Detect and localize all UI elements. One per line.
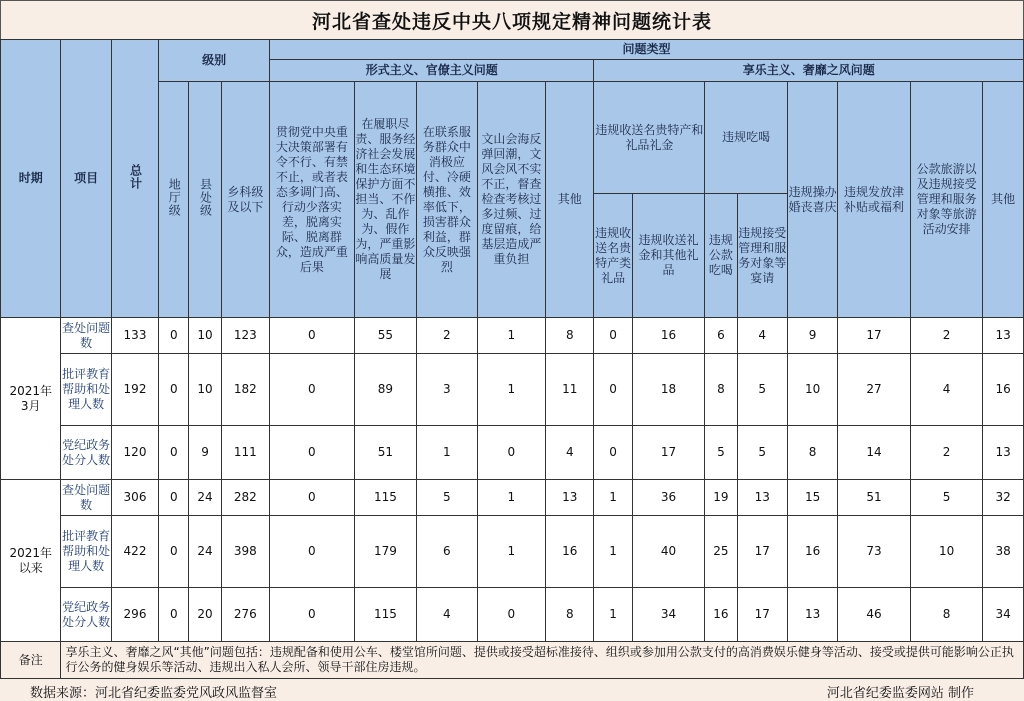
header-total-text: 总计 <box>128 163 143 190</box>
value-cell: 5 <box>910 480 983 516</box>
value-cell: 73 <box>838 516 911 588</box>
value-cell: 6 <box>705 318 737 354</box>
value-cell: 1 <box>477 516 546 588</box>
value-cell: 51 <box>838 480 911 516</box>
value-cell: 24 <box>189 516 221 588</box>
value-cell: 1 <box>477 354 546 426</box>
value-cell: 0 <box>270 426 355 480</box>
table-row <box>1 318 1024 354</box>
item-cell: 查处问题数 <box>61 318 111 354</box>
header-hedonism: 享乐主义、奢靡之风问题 <box>594 60 1024 82</box>
item-cell: 批评教育帮助和处理人数 <box>61 354 111 426</box>
value-cell: 2 <box>417 318 477 354</box>
value-cell: 296 <box>111 588 158 642</box>
value-cell: 422 <box>111 516 158 588</box>
value-cell: 0 <box>270 588 355 642</box>
header-formalism-meetings: 文山会海反弹回潮，文风会风不实不正，督查检查考核过多过频、过度留痕，给基层造成严重负担 <box>477 82 546 318</box>
header-eat-public: 违规公款吃喝 <box>705 194 737 318</box>
value-cell: 34 <box>632 588 705 642</box>
header-gift-specialty: 违规收送名贵特产类礼品 <box>594 194 632 318</box>
value-cell: 10 <box>910 516 983 588</box>
value-cell: 182 <box>221 354 269 426</box>
value-cell: 5 <box>737 426 787 480</box>
value-cell: 111 <box>221 426 269 480</box>
header-level: 级别 <box>159 40 270 82</box>
table-title: 河北省查处违反中央八项规定精神问题统计表 <box>0 0 1024 40</box>
value-cell: 9 <box>787 318 837 354</box>
note-row <box>1 642 1024 679</box>
value-cell: 40 <box>632 516 705 588</box>
value-cell: 5 <box>737 354 787 426</box>
item-cell: 党纪政务处分人数 <box>61 426 111 480</box>
value-cell: 17 <box>838 318 911 354</box>
value-cell: 10 <box>787 354 837 426</box>
value-cell: 4 <box>546 426 594 480</box>
value-cell: 34 <box>983 588 1024 642</box>
header-formalism: 形式主义、官僚主义问题 <box>270 60 594 82</box>
value-cell: 13 <box>983 318 1024 354</box>
header-formalism-duty: 在履职尽责、服务经济社会发展和生态环境保护方面不担当、不作为、乱作为、假作为，严重影响高质量发展 <box>354 82 416 318</box>
value-cell: 398 <box>221 516 269 588</box>
item-cell: 批评教育帮助和处理人数 <box>61 516 111 588</box>
value-cell: 14 <box>838 426 911 480</box>
value-cell: 120 <box>111 426 158 480</box>
value-cell: 133 <box>111 318 158 354</box>
header-level-county <box>189 82 221 318</box>
header-eat-banquet: 违规接受管理和服务对象等宴请 <box>737 194 787 318</box>
header-item: 项目 <box>61 40 111 318</box>
period-label: 2021年以来 <box>9 545 52 575</box>
value-cell: 51 <box>354 426 416 480</box>
value-cell: 13 <box>983 426 1024 480</box>
stats-table <box>0 39 1024 679</box>
header-total <box>111 40 158 318</box>
header-formalism-other: 其他 <box>546 82 594 318</box>
header-travel: 公款旅游以及违规接受管理和服务对象等旅游活动安排 <box>910 82 983 318</box>
value-cell: 5 <box>705 426 737 480</box>
header-allowances: 违规发放津补贴或福利 <box>838 82 911 318</box>
value-cell: 18 <box>632 354 705 426</box>
value-cell: 0 <box>270 354 355 426</box>
header-gift-cash: 违规收送礼金和其他礼品 <box>632 194 705 318</box>
value-cell: 0 <box>159 516 189 588</box>
value-cell: 0 <box>270 318 355 354</box>
value-cell: 5 <box>417 480 477 516</box>
value-cell: 115 <box>354 588 416 642</box>
value-cell: 0 <box>594 318 632 354</box>
header-period: 时期 <box>1 40 61 318</box>
value-cell: 306 <box>111 480 158 516</box>
value-cell: 8 <box>546 318 594 354</box>
header-formalism-service: 在联系服务群众中消极应付、冷硬横推、效率低下，损害群众利益，群众反映强烈 <box>417 82 477 318</box>
value-cell: 179 <box>354 516 416 588</box>
note-label: 备注 <box>1 642 61 679</box>
value-cell: 0 <box>159 480 189 516</box>
value-cell: 8 <box>705 354 737 426</box>
value-cell: 24 <box>189 480 221 516</box>
value-cell: 0 <box>477 588 546 642</box>
value-cell: 10 <box>189 318 221 354</box>
value-cell: 3 <box>417 354 477 426</box>
item-cell: 查处问题数 <box>61 480 111 516</box>
value-cell: 0 <box>159 318 189 354</box>
value-cell: 0 <box>594 354 632 426</box>
value-cell: 16 <box>546 516 594 588</box>
value-cell: 13 <box>787 588 837 642</box>
data-source: 数据来源：河北省纪委监委党风政风监督室 <box>30 686 278 701</box>
value-cell: 25 <box>705 516 737 588</box>
value-cell: 27 <box>838 354 911 426</box>
value-cell: 0 <box>159 588 189 642</box>
value-cell: 20 <box>189 588 221 642</box>
header-eat-group: 违规吃喝 <box>705 82 788 194</box>
header-level-county-text: 县处级 <box>198 178 213 217</box>
value-cell: 0 <box>477 426 546 480</box>
value-cell: 89 <box>354 354 416 426</box>
value-cell: 0 <box>270 516 355 588</box>
value-cell: 38 <box>983 516 1024 588</box>
table-row <box>1 426 1024 480</box>
value-cell: 16 <box>983 354 1024 426</box>
value-cell: 17 <box>737 588 787 642</box>
table-row <box>1 354 1024 426</box>
value-cell: 8 <box>787 426 837 480</box>
header-level-prefecture <box>159 82 189 318</box>
footer <box>0 680 1024 700</box>
value-cell: 16 <box>787 516 837 588</box>
value-cell: 1 <box>477 318 546 354</box>
value-cell: 4 <box>910 354 983 426</box>
period-label: 2021年3月 <box>9 383 52 413</box>
value-cell: 15 <box>787 480 837 516</box>
value-cell: 1 <box>417 426 477 480</box>
value-cell: 0 <box>594 426 632 480</box>
value-cell: 1 <box>594 516 632 588</box>
value-cell: 123 <box>221 318 269 354</box>
header-problem-type: 问题类型 <box>270 40 1024 60</box>
value-cell: 1 <box>594 588 632 642</box>
value-cell: 276 <box>221 588 269 642</box>
value-cell: 13 <box>737 480 787 516</box>
value-cell: 46 <box>838 588 911 642</box>
value-cell: 115 <box>354 480 416 516</box>
value-cell: 32 <box>983 480 1024 516</box>
value-cell: 1 <box>477 480 546 516</box>
value-cell: 36 <box>632 480 705 516</box>
value-cell: 8 <box>910 588 983 642</box>
value-cell: 8 <box>546 588 594 642</box>
value-cell: 0 <box>159 426 189 480</box>
period-cell <box>1 318 61 480</box>
value-cell: 2 <box>910 318 983 354</box>
value-cell: 0 <box>159 354 189 426</box>
value-cell: 19 <box>705 480 737 516</box>
table-row <box>1 516 1024 588</box>
value-cell: 55 <box>354 318 416 354</box>
header-gift-group: 违规收送名贵特产和礼品礼金 <box>594 82 705 194</box>
note-text: 享乐主义、奢靡之风“其他”问题包括：违规配备和使用公车、楼堂馆所问题、提供或接受超标准接待、组织或参加用公款支付的高消费娱乐健身等活动、接受或提供可能影响公正执行公务的健身娱乐等活动、违规出入私人会所、领导干部住房违规。 <box>61 642 1024 679</box>
header-level-prefecture-text: 地厅级 <box>167 178 182 217</box>
value-cell: 192 <box>111 354 158 426</box>
value-cell: 16 <box>705 588 737 642</box>
value-cell: 10 <box>189 354 221 426</box>
item-cell: 党纪政务处分人数 <box>61 588 111 642</box>
value-cell: 11 <box>546 354 594 426</box>
period-cell <box>1 480 61 642</box>
credit: 河北省纪委监委网站 制作 <box>826 686 974 701</box>
value-cell: 6 <box>417 516 477 588</box>
value-cell: 1 <box>594 480 632 516</box>
header-level-township: 乡科级及以下 <box>221 82 269 318</box>
value-cell: 0 <box>270 480 355 516</box>
header-weddings: 违规操办婚丧喜庆 <box>787 82 837 318</box>
header-formalism-decision: 贯彻党中央重大决策部署有令不行、有禁不止，或者表态多调门高、行动少落实差，脱离实际、脱离群众，造成严重后果 <box>270 82 355 318</box>
header-hedonism-other: 其他 <box>983 82 1024 318</box>
table-row <box>1 588 1024 642</box>
value-cell: 9 <box>189 426 221 480</box>
value-cell: 17 <box>632 426 705 480</box>
value-cell: 17 <box>737 516 787 588</box>
value-cell: 13 <box>546 480 594 516</box>
value-cell: 4 <box>737 318 787 354</box>
value-cell: 16 <box>632 318 705 354</box>
value-cell: 2 <box>910 426 983 480</box>
value-cell: 282 <box>221 480 269 516</box>
value-cell: 4 <box>417 588 477 642</box>
table-row <box>1 480 1024 516</box>
